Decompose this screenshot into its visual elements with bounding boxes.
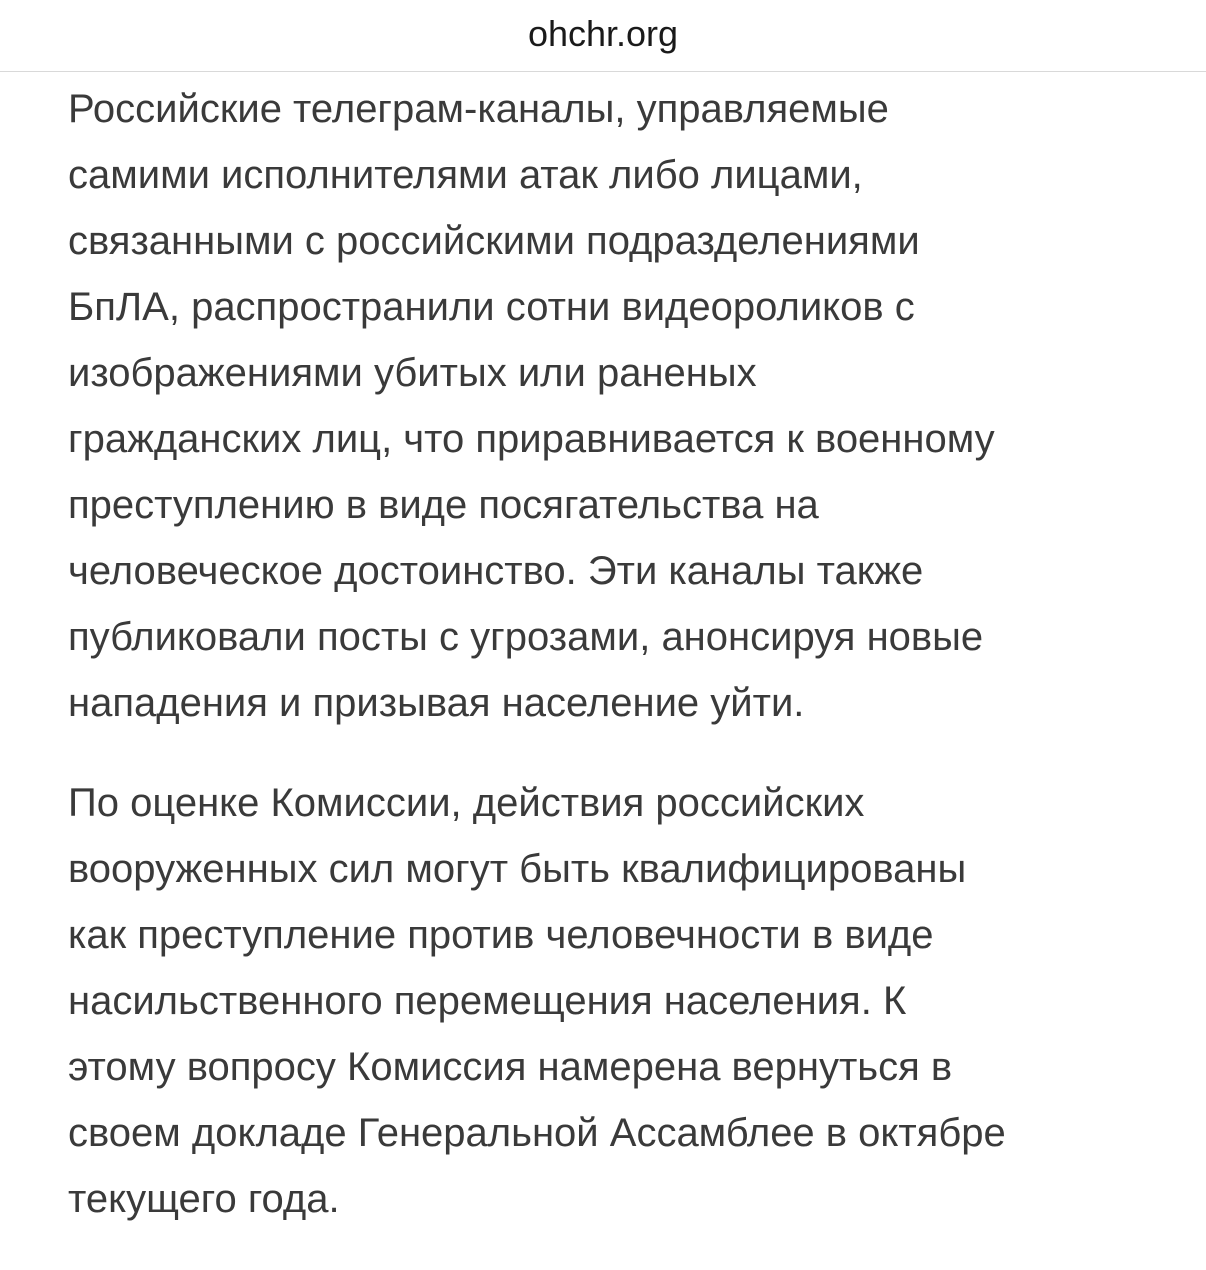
- text-line: нападения и призывая население уйти.: [68, 681, 805, 725]
- text-line: вооруженных сил могут быть квалифицированы: [68, 847, 967, 891]
- text-line: самими исполнителями атак либо лицами,: [68, 153, 863, 197]
- article-body: [68, 76, 1178, 1232]
- url-text[interactable]: ohchr.org: [527, 12, 679, 54]
- address-bar[interactable]: [0, 0, 1206, 72]
- text-line: преступлению в виде посягательства на: [68, 483, 819, 527]
- text-line: этому вопросу Комиссия намерена вернуться в: [68, 1045, 953, 1089]
- paragraph-2: [68, 770, 1178, 1232]
- text-line: По оценке Комиссии, действия российских: [68, 781, 865, 825]
- text-line: как преступление против человечности в виде: [68, 913, 934, 957]
- text-line: гражданских лиц, что приравнивается к военному: [68, 417, 995, 461]
- text-line: Российские телеграм-каналы, управляемые: [68, 87, 889, 131]
- text-line: изображениями убитых или раненых: [68, 351, 757, 395]
- text-line: БпЛА, распространили сотни видеороликов с: [68, 285, 915, 329]
- text-line: текущего года.: [68, 1177, 340, 1221]
- text-line: насильственного перемещения населения. К: [68, 979, 907, 1023]
- text-line: публиковали посты с угрозами, анонсируя новые: [68, 615, 984, 659]
- paragraph-1: [68, 76, 1178, 736]
- text-line: своем докладе Генеральной Ассамблее в октябре: [68, 1111, 1006, 1155]
- text-line: связанными с российскими подразделениями: [68, 219, 920, 263]
- text-line: человеческое достоинство. Эти каналы также: [68, 549, 924, 593]
